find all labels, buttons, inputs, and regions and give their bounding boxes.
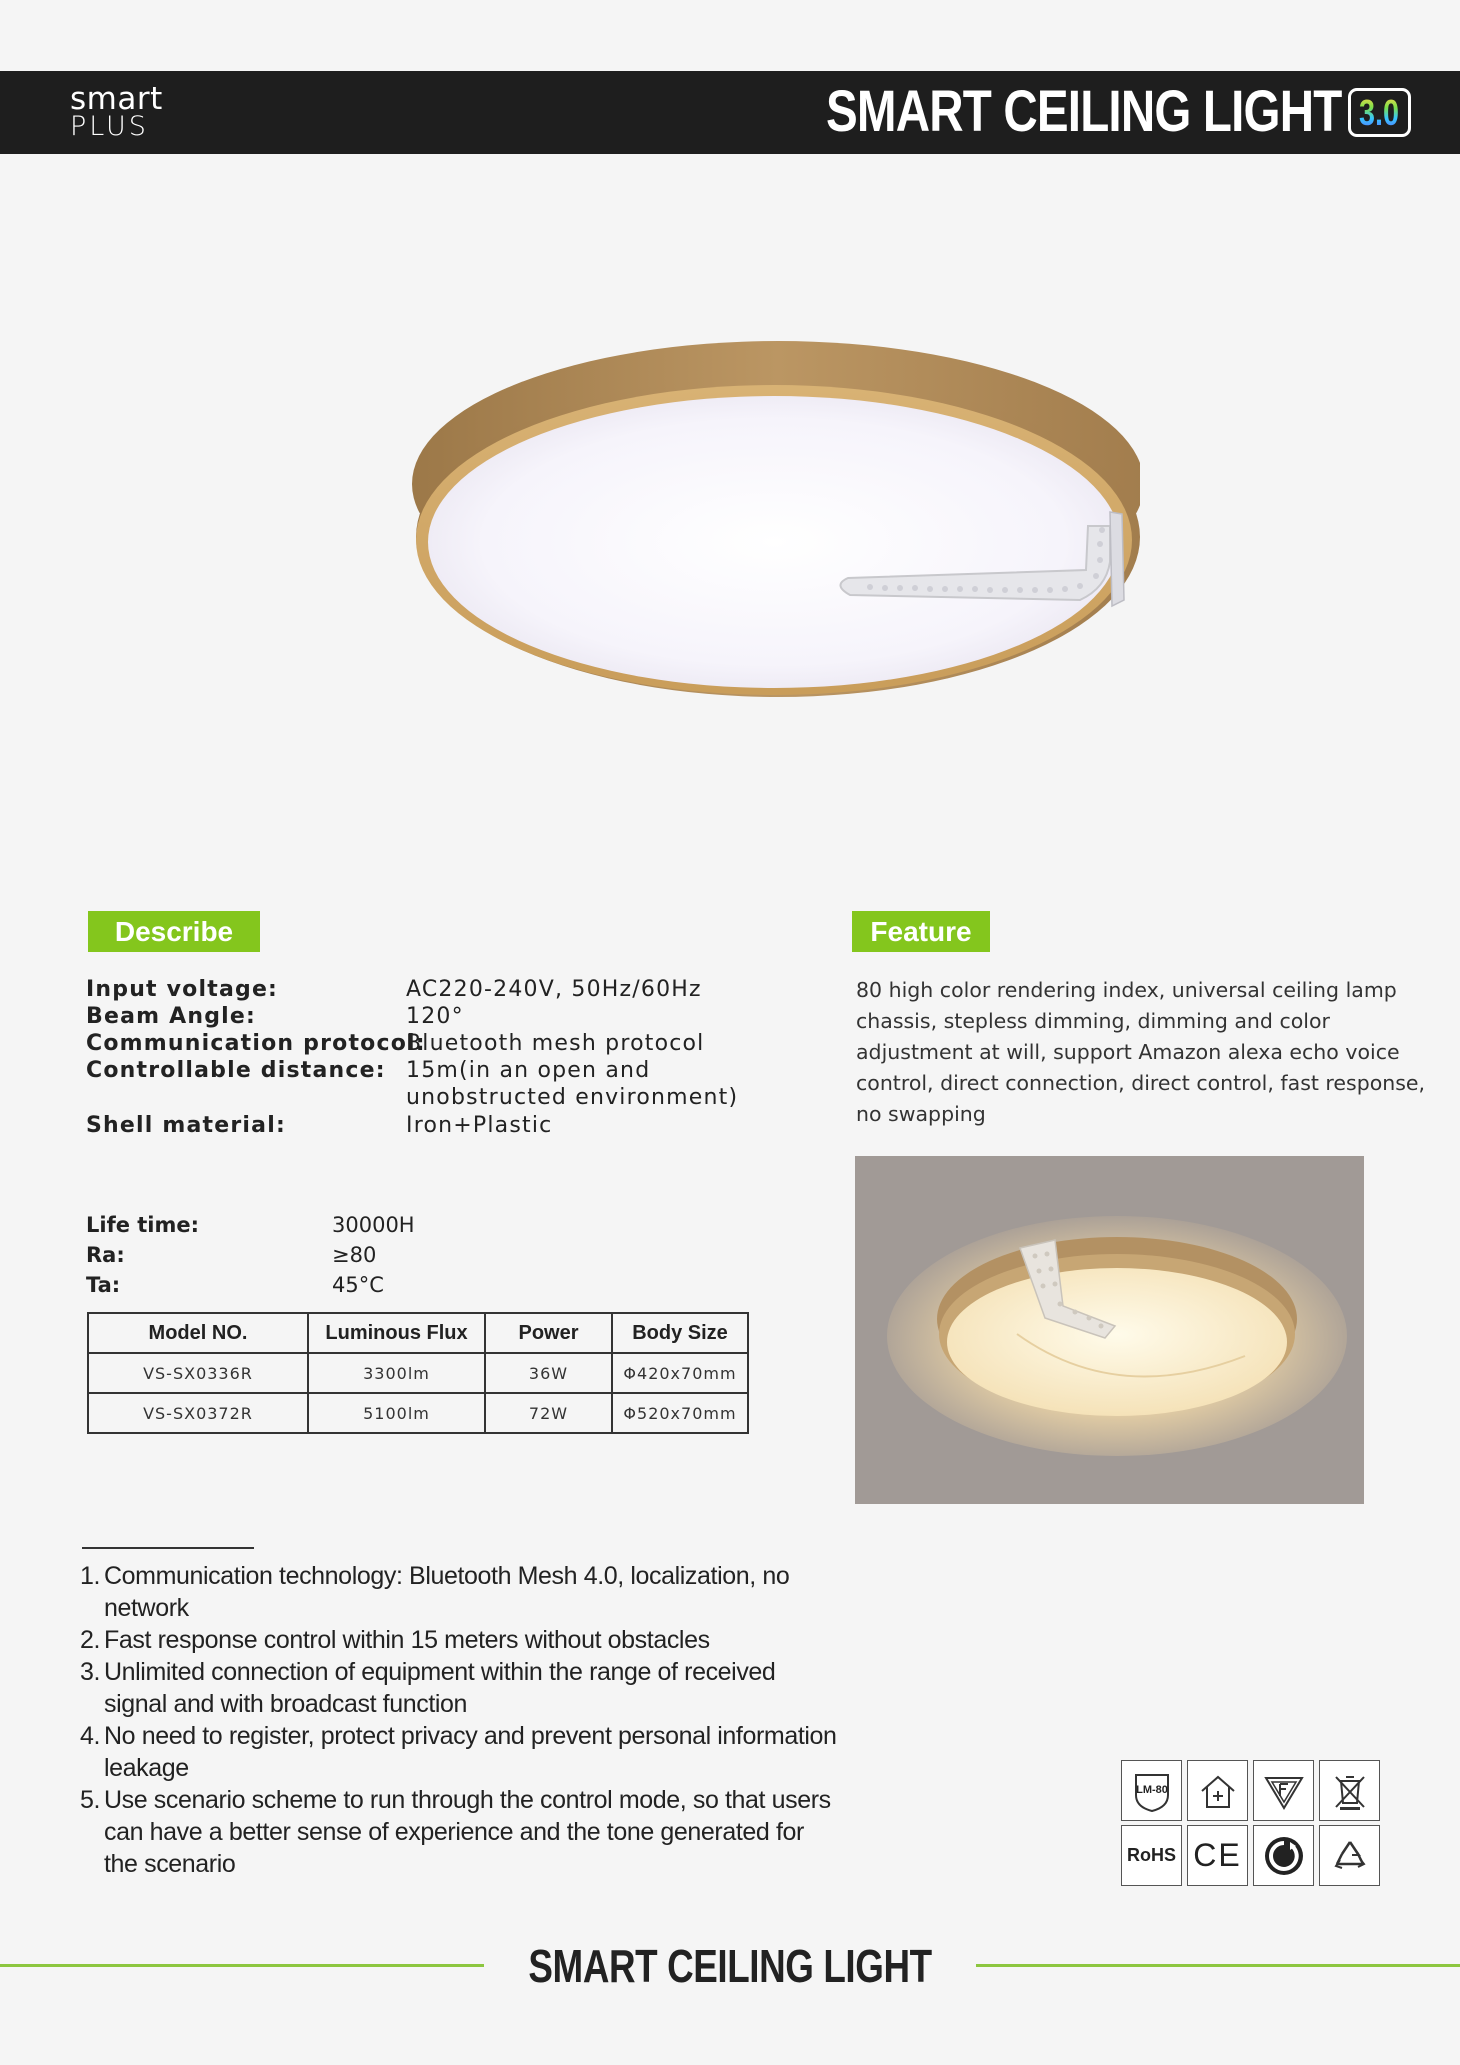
life-key: Life time: [86,1213,200,1237]
note-text: Unlimited connection of equipment within the range of received signal and with broadcast function [104,1658,776,1718]
logo-line-2: PLUS [70,111,149,142]
note-number: 3. [80,1658,101,1686]
table-cell: Φ520x70mm [612,1393,748,1433]
note-number: 4. [80,1722,101,1750]
table-cell: 36W [485,1353,612,1393]
table-row [88,1353,748,1393]
feature-description: 80 high color rendering index, universal ceiling lamp chassis, stepless dimming, dimming and color adjustment at will, support Amazon alexa echo voice control, direct connection, direct control, fast response, no swapping [856,978,1426,1126]
table-cell: 5100lm [308,1393,485,1433]
header-bar [0,71,1460,154]
footer-title [0,1935,1460,1997]
list-item [80,1624,840,1656]
logo-line-1: smart [70,81,163,117]
spec-key: Shell material: [86,1113,286,1138]
header-title: SMART CEILING LIGHT [826,79,1342,144]
list-item [80,1560,840,1624]
version-badge [1348,88,1411,137]
note-text: No need to register, protect privacy and prevent personal information leakage [104,1722,837,1782]
spec-key: Beam Angle: [86,1004,257,1029]
table-cell: VS-SX0372R [88,1393,308,1433]
life-value: ≥80 [332,1243,377,1267]
notes-divider [82,1547,254,1549]
note-text: Communication technology: Bluetooth Mesh 4.0, localization, no network [104,1562,790,1622]
rohs-icon [1121,1825,1182,1886]
life-value: 45°C [332,1273,384,1297]
recycle-icon [1319,1825,1380,1886]
green-dot-icon [1253,1825,1314,1886]
f-mark-icon [1253,1760,1314,1821]
spec-value: 15m(in an open and unobstructed environment) [406,1058,739,1110]
life-key: Ra: [86,1243,125,1267]
indoor-use-icon [1187,1760,1248,1821]
spec-value: Iron+Plastic [406,1113,553,1138]
footer-title-text: SMART CEILING LIGHT [528,1940,932,1992]
ce-icon [1187,1825,1248,1886]
column-header: Power [485,1313,612,1353]
list-item [80,1656,840,1720]
describe-label: Describe [88,911,260,952]
spec-value: Bluetooth mesh protocol [406,1031,705,1056]
table-row [88,1393,748,1433]
life-key: Ta: [86,1273,121,1297]
brand-logo [70,81,163,142]
product-image [380,300,1140,740]
lm80-icon [1121,1760,1182,1821]
installed-lamp-photo [855,1156,1364,1504]
note-text: Fast response control within 15 meters without obstacles [104,1626,710,1654]
note-number: 1. [80,1562,101,1590]
notes-list [80,1560,840,1880]
feature-label: Feature [852,911,990,952]
table-cell: VS-SX0336R [88,1353,308,1393]
table-cell: 72W [485,1393,612,1433]
list-item [80,1720,840,1784]
note-number: 2. [80,1626,101,1654]
list-item [80,1784,840,1880]
table-header-row [88,1313,748,1353]
lm80-label: LM-80 [1135,1783,1168,1796]
spec-key: Communication protocol: [86,1031,426,1056]
model-spec-table [87,1312,749,1434]
column-header: Model NO. [88,1313,308,1353]
column-header: Luminous Flux [308,1313,485,1353]
white-diffuser [428,396,1120,688]
column-header: Body Size [612,1313,748,1353]
note-text: Use scenario scheme to run through the control mode, so that users can have a better sense of experience and the tone generated for the scenario [104,1786,831,1878]
ce-label: CE [1193,1837,1242,1873]
table-cell: 3300lm [308,1353,485,1393]
weee-bin-icon [1319,1760,1380,1821]
spec-key: Input voltage: [86,977,279,1002]
rohs-label: RoHS [1127,1845,1176,1865]
spec-value: AC220-240V, 50Hz/60Hz [406,977,702,1002]
life-value: 30000H [332,1213,415,1237]
table-cell: Φ420x70mm [612,1353,748,1393]
version-number: 3.0 [1359,91,1400,133]
note-number: 5. [80,1786,101,1814]
spec-key: Controllable distance: [86,1058,386,1083]
spec-value: 120° [406,1004,464,1029]
